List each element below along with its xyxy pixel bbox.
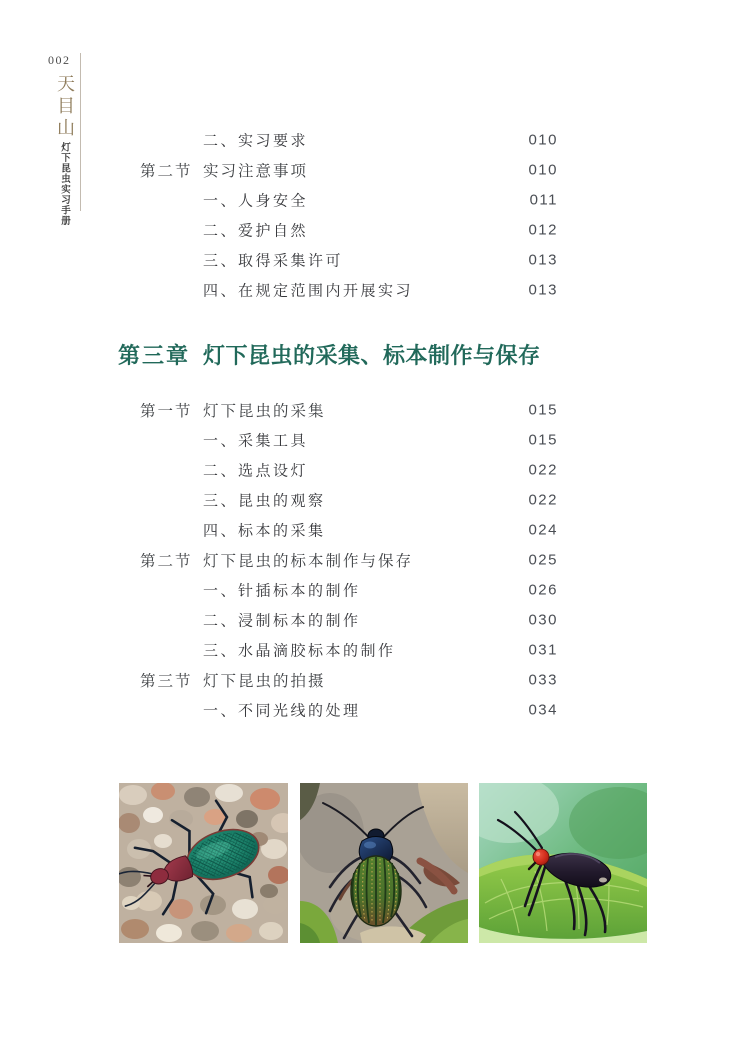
toc-entry bbox=[0, 695, 750, 725]
toc-entry bbox=[0, 635, 750, 665]
toc-entry bbox=[0, 275, 750, 305]
toc-entry-title: 一、不同光线的处理 bbox=[203, 703, 361, 720]
toc-entry-title: 二、选点设灯 bbox=[203, 463, 309, 480]
toc-entry-title: 三、水晶滴胶标本的制作 bbox=[203, 643, 396, 660]
toc-block-upper bbox=[0, 125, 750, 305]
photo-ground-beetle-on-gravel bbox=[119, 783, 288, 943]
toc-entry-title: 一、针插标本的制作 bbox=[203, 583, 361, 600]
photo-green-striped-carabid bbox=[300, 783, 468, 943]
toc-entry bbox=[0, 395, 750, 425]
chapter-number: 第三章 bbox=[118, 343, 191, 368]
toc-entry-page: 010 bbox=[528, 161, 558, 179]
toc-entry-page: 013 bbox=[528, 281, 558, 299]
toc-entry-page: 026 bbox=[528, 581, 558, 599]
toc-entry bbox=[0, 155, 750, 185]
toc-entry-title: 四、在规定范围内开展实习 bbox=[203, 283, 414, 300]
toc-entry bbox=[0, 605, 750, 635]
toc-entry-title: 二、浸制标本的制作 bbox=[203, 613, 361, 630]
toc-section-label: 第二节 bbox=[140, 163, 193, 180]
toc-entry-title: 二、实习要求 bbox=[203, 133, 309, 150]
toc-entry-page: 025 bbox=[528, 551, 558, 569]
page-number: 002 bbox=[48, 53, 71, 67]
toc-entry-page: 030 bbox=[528, 611, 558, 629]
toc-entry bbox=[0, 485, 750, 515]
toc-entry bbox=[0, 455, 750, 485]
toc-entry-page: 015 bbox=[528, 401, 558, 419]
toc-entry-page: 015 bbox=[528, 431, 558, 449]
toc-entry-title: 三、取得采集许可 bbox=[203, 253, 344, 270]
toc-entry-page: 022 bbox=[528, 491, 558, 509]
toc-entry-page: 013 bbox=[528, 251, 558, 269]
toc-section-label: 第三节 bbox=[140, 673, 193, 690]
carabid-soil-illustration bbox=[300, 783, 468, 943]
toc-entry bbox=[0, 515, 750, 545]
toc-entry-page: 024 bbox=[528, 521, 558, 539]
toc-entry-page: 033 bbox=[528, 671, 558, 689]
toc-entry bbox=[0, 575, 750, 605]
toc-entry-title: 灯下昆虫的标本制作与保存 bbox=[203, 553, 414, 570]
toc-entry bbox=[0, 245, 750, 275]
toc-section-label: 第二节 bbox=[140, 553, 193, 570]
toc-entry-page: 011 bbox=[529, 191, 558, 209]
toc-block-lower bbox=[0, 395, 750, 725]
toc-entry-title: 二、爱护自然 bbox=[203, 223, 309, 240]
toc-entry bbox=[0, 215, 750, 245]
blister-beetle-leaf-illustration bbox=[479, 783, 647, 943]
toc-entry-title: 实习注意事项 bbox=[203, 163, 309, 180]
toc-entry-page: 034 bbox=[528, 701, 558, 719]
toc-entry-title: 一、人身安全 bbox=[203, 193, 309, 210]
toc-entry-page: 031 bbox=[528, 641, 558, 659]
toc-entry-page: 010 bbox=[528, 131, 558, 149]
toc-entry bbox=[0, 185, 750, 215]
toc-entry bbox=[0, 665, 750, 695]
beetle-gravel-illustration bbox=[119, 783, 288, 943]
photo-red-headed-blister-beetle bbox=[479, 783, 647, 943]
toc-entry-title: 一、采集工具 bbox=[203, 433, 309, 450]
toc-entry bbox=[0, 545, 750, 575]
chapter-heading bbox=[0, 339, 750, 367]
toc-entry-title: 灯下昆虫的采集 bbox=[203, 403, 326, 420]
book-title-vertical: 天目山 bbox=[55, 74, 75, 140]
chapter-title: 灯下昆虫的采集、标本制作与保存 bbox=[203, 343, 541, 368]
toc-entry-page: 022 bbox=[528, 461, 558, 479]
toc-entry-title: 三、昆虫的观察 bbox=[203, 493, 326, 510]
toc-entry-title: 四、标本的采集 bbox=[203, 523, 326, 540]
book-subtitle-vertical: 灯下昆虫实习手册 bbox=[59, 142, 70, 226]
toc-entry-title: 灯下昆虫的拍摄 bbox=[203, 673, 326, 690]
toc-entry-page: 012 bbox=[528, 221, 558, 239]
toc-entry bbox=[0, 125, 750, 155]
toc-section-label: 第一节 bbox=[140, 403, 193, 420]
toc-entry bbox=[0, 425, 750, 455]
